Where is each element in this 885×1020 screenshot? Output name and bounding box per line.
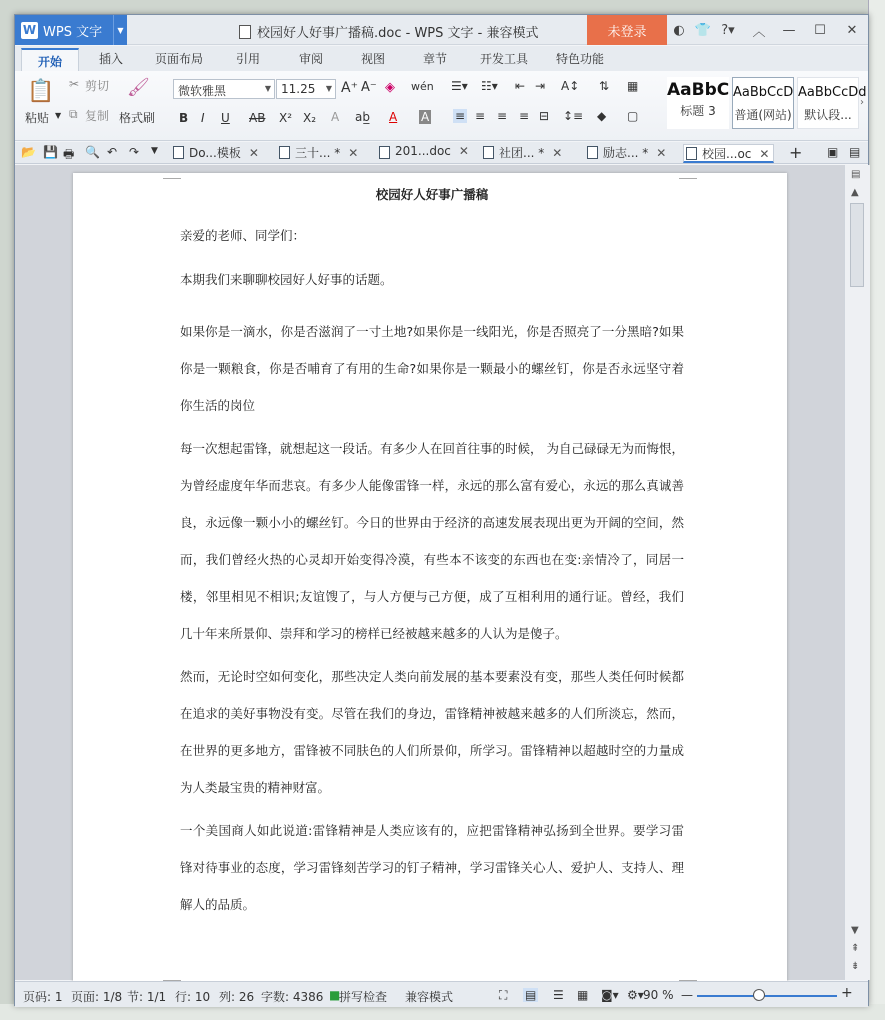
align-left-icon[interactable]: ≡ (455, 109, 466, 123)
font-size-select[interactable] (276, 79, 336, 99)
outline-view-icon[interactable]: ☰ (553, 988, 564, 1002)
status-word-count: 字数: 4386 (261, 990, 324, 1004)
status-row: 行: 10 (175, 990, 211, 1004)
paragraph: 亲爱的老师、同学们： (180, 228, 306, 243)
text-direction-icon[interactable]: A↕ (561, 79, 580, 93)
wps-logo-icon: W (22, 23, 37, 37)
zoom-in-icon[interactable]: + (841, 985, 853, 1001)
tab-chapter[interactable]: 章节 (423, 52, 448, 66)
background-window-edge (868, 0, 885, 1020)
shading-icon[interactable]: ◆ (597, 109, 607, 123)
clear-format-icon[interactable]: ◈ (385, 80, 395, 95)
chevron-down-icon: ▼ (325, 84, 332, 93)
wps-app-label: WPS 文字 (43, 24, 103, 40)
collapse-ribbon-icon[interactable]: ︿ (752, 24, 766, 40)
previous-page-icon[interactable]: ⇞ (851, 943, 860, 954)
scroll-up-icon[interactable]: ▲ (851, 187, 859, 198)
paste-button[interactable]: 粘贴 (25, 111, 50, 125)
paragraph: 然而，无论时空如何变化，那些决定人类向前发展的基本要素没有变，那些人类任何时候都在追求的美好事物没有变。尽管在我们的身边，雷锋精神被越来越多的人们所淡忘，然而，在世界的更多地方，雷锋被不同肤色的人们所景仰，所学习。雷锋精神以超越时空的力量成为人类最宝贵的精神财富。 (180, 669, 684, 795)
help-icon[interactable]: ?▾ (721, 22, 735, 38)
page-view-icon[interactable]: ▤ (525, 988, 537, 1002)
doc-tab[interactable] (277, 144, 358, 163)
print-icon[interactable]: 🖶 (63, 147, 75, 161)
align-center-icon[interactable]: ≡ (475, 109, 486, 123)
font-name-value: 微软雅黑 (178, 84, 227, 98)
copy-icon[interactable]: ⧉ (69, 107, 78, 121)
cut-button[interactable]: 剪切 (85, 79, 110, 93)
next-page-icon[interactable]: ⇟ (851, 961, 860, 972)
ribbon-toolbar (15, 71, 868, 141)
tab-review[interactable]: 审阅 (299, 52, 324, 66)
close-icon[interactable]: ✕ (248, 146, 259, 160)
cut-icon[interactable]: ✂ (69, 77, 80, 91)
font-name-select[interactable] (173, 79, 275, 99)
chevron-down-icon: ▼ (264, 84, 271, 93)
document-icon (587, 146, 598, 159)
document-icon (686, 147, 697, 160)
grow-font-icon[interactable]: A⁺ (341, 80, 358, 96)
increase-indent-icon[interactable]: ⇥ (535, 79, 546, 93)
settings-icon[interactable]: ⚙▾ (627, 988, 644, 1002)
font-color-icon[interactable]: A (389, 110, 398, 124)
save-icon[interactable]: 💾 (43, 145, 58, 159)
justify-icon[interactable]: ≡ (519, 109, 530, 123)
chevron-down-icon[interactable]: ▼ (113, 15, 127, 45)
shirt-icon[interactable]: 👕 (694, 22, 712, 38)
minimize-icon[interactable]: — (782, 22, 796, 38)
close-icon[interactable]: ✕ (846, 22, 858, 38)
new-tab-icon[interactable]: + (789, 143, 803, 162)
sort-icon[interactable]: ⇅ (599, 79, 610, 93)
subscript-icon[interactable]: X₂ (303, 111, 317, 125)
reading-view-icon[interactable]: ◙▾ (601, 988, 619, 1002)
fullscreen-view-icon[interactable]: ⛶ (499, 988, 508, 1002)
window-title (239, 22, 538, 41)
highlight-icon[interactable]: ab̲ (355, 110, 370, 124)
wps-app-menu-button[interactable] (15, 15, 127, 45)
status-page-code: 页码: 1 (23, 990, 63, 1004)
zoom-out-icon[interactable]: — (681, 988, 693, 1002)
paragraph: 如果你是一滴水，你是否滋润了一寸土地?如果你是一线阳光，你是否照亮了一分黑暗?如果你是一颗粮食，你是否哺育了有用的生命?如果你是一颗最小的螺丝钉，你是否永远坚守着你生活的岗位 (180, 324, 684, 413)
document-icon (483, 146, 494, 159)
doc-tab-label: 校园...oc (702, 147, 752, 161)
document-canvas[interactable] (15, 165, 870, 980)
scroll-down-icon[interactable]: ▼ (851, 925, 859, 936)
window-title-text: 校园好人好事广播稿.doc - WPS 文字 - 兼容模式 (257, 26, 539, 41)
spell-check-button[interactable]: 拼写检查 (339, 990, 388, 1004)
shrink-font-icon[interactable]: A⁻ (361, 80, 377, 95)
line-spacing-icon[interactable]: ↕≡ (563, 109, 584, 123)
skin-icon[interactable]: ◐ (673, 22, 685, 38)
open-folder-icon[interactable]: 📂 (21, 145, 36, 159)
tab-references[interactable]: 引用 (236, 52, 261, 66)
tab-page-layout[interactable]: 页面布局 (155, 52, 204, 66)
doc-tab-label: Do...模板 (189, 146, 241, 160)
status-section: 节: 1/1 (127, 990, 167, 1004)
login-button[interactable]: 未登录 (587, 15, 667, 45)
style-name: 标题 3 (680, 104, 716, 118)
tab-insert[interactable]: 插入 (99, 52, 124, 66)
doc-tab-label: 社团... * (499, 146, 545, 160)
document-heading: 校园好人好事广播稿 (375, 187, 489, 202)
vertical-scrollbar[interactable] (844, 165, 870, 980)
doc-tab[interactable] (481, 144, 562, 163)
paragraph: 一个美国商人如此说道:雷锋精神是人类应该有的，应把雷锋精神弘扬到全世界。要学习雷锋对待事业的态度，学习雷锋刻苦学习的钉子精神，学习雷锋关心人、爱护人、支持人、理解人的品质。 (180, 823, 684, 912)
bullet-list-icon[interactable]: ☰▾ (451, 79, 468, 93)
style-default-paragraph[interactable] (797, 77, 867, 129)
doc-tab[interactable] (171, 144, 259, 163)
numbered-list-icon[interactable]: ☷▾ (481, 79, 498, 93)
phonetic-guide-icon[interactable]: wén (411, 80, 434, 93)
format-painter-button[interactable]: 格式刷 (119, 111, 156, 125)
close-icon[interactable]: ✕ (656, 146, 667, 160)
doc-tab-label: 三十... * (295, 146, 341, 160)
doc-tab[interactable] (585, 144, 666, 163)
status-pages: 页面: 1/8 (71, 990, 123, 1004)
style-name: 普通(网站) (734, 108, 792, 122)
superscript-icon[interactable]: X² (279, 111, 293, 125)
border-icon[interactable]: ▢ (627, 109, 639, 123)
scrollbar-thumb[interactable] (850, 203, 864, 287)
paragraph: 每一次想起雷锋，就想起这一段话。有多少人在回首往事的时候， 为自己碌碌无为而悔恨，为曾经虚度年华而悲哀。有多少人能像雷锋一样，永远的那么富有爱心，永远的那么真诚善良，永远像一颗小小的螺丝钉。今日的世界由于经济的高速发展表现出更为开阔的空间，然而，我们曾经火热的心灵却开始变得冷漠，有些本不该变的东西也在变:亲情冷了，同居一楼，邻里相见不相识;友谊馊了，与人方便与己方便，成了互相利用的通行证。曾经，我们几十年来所景仰、崇拜和学习的榜样已经被越来越多的人认为是傻子。 (180, 441, 684, 641)
font-size-value: 11.25 (281, 82, 316, 96)
distributed-icon[interactable]: ⊟ (539, 109, 550, 123)
close-icon[interactable]: ✕ (348, 146, 359, 160)
doc-tab-label: 201...doc (395, 144, 451, 158)
web-view-icon[interactable]: ▦ (577, 988, 589, 1002)
tab-menu-icon[interactable]: ▤ (849, 145, 861, 159)
ruler-toggle-icon[interactable]: ▤ (851, 169, 861, 180)
close-icon[interactable]: ✕ (552, 146, 563, 160)
maximize-icon[interactable]: ☐ (814, 22, 826, 38)
close-icon[interactable]: ✕ (458, 144, 469, 158)
table-border-icon[interactable]: ▦ (627, 79, 639, 93)
document-icon (239, 25, 251, 39)
document-body[interactable] (180, 185, 684, 929)
status-bar (15, 981, 868, 1007)
zoom-slider[interactable] (697, 995, 837, 997)
wps-window (14, 14, 869, 1006)
title-bar (15, 15, 868, 45)
document-icon (173, 146, 184, 159)
align-right-icon[interactable]: ≡ (497, 109, 508, 123)
status-column: 列: 26 (219, 990, 255, 1004)
doc-tab-active[interactable] (683, 144, 774, 163)
paste-icon[interactable]: 📋 (27, 79, 55, 104)
tab-special-features[interactable]: 特色功能 (556, 52, 605, 66)
style-heading-3[interactable] (667, 77, 729, 129)
bold-icon[interactable]: B (179, 111, 189, 125)
undo-icon[interactable]: ↶ (107, 145, 118, 159)
check-icon: ■ (329, 988, 341, 1002)
text-effect-icon[interactable]: A (331, 110, 340, 124)
chevron-down-icon[interactable]: ▼ (151, 146, 158, 156)
italic-icon[interactable]: I (201, 111, 205, 125)
char-shading-icon[interactable]: A (421, 110, 430, 124)
doc-tab-label: 励志... * (603, 146, 649, 160)
zoom-slider-thumb[interactable] (753, 989, 765, 1001)
page-corner-mark (163, 173, 181, 179)
document-tab-bar (15, 142, 868, 164)
print-preview-icon[interactable]: 🔍 (85, 145, 100, 159)
document-icon (279, 146, 290, 159)
tab-view[interactable]: 视图 (361, 52, 386, 66)
document-page[interactable] (73, 173, 787, 988)
copy-button[interactable]: 复制 (85, 109, 110, 123)
document-icon (379, 146, 390, 159)
strikethrough-icon[interactable]: AB (249, 111, 266, 125)
compat-mode-label: 兼容模式 (405, 990, 454, 1004)
tab-home[interactable]: 开始 (21, 48, 79, 71)
style-preview: AaBbCcDd (798, 85, 867, 100)
ribbon-tab-bar (15, 46, 868, 71)
chevron-right-icon[interactable]: › (860, 97, 864, 108)
format-painter-icon[interactable]: 🖌 (127, 77, 150, 98)
zoom-level: 90 % (643, 988, 674, 1002)
style-preview: AaBbC (667, 80, 730, 100)
doc-tab[interactable] (377, 144, 469, 163)
style-name: 默认段... (804, 108, 852, 122)
page-corner-mark (679, 173, 697, 179)
decrease-indent-icon[interactable]: ⇤ (515, 79, 526, 93)
tab-developer[interactable]: 开发工具 (480, 52, 529, 66)
style-normal-web[interactable] (732, 77, 794, 129)
close-icon[interactable]: ✕ (759, 147, 770, 161)
paragraph: 本期我们来聊聊校园好人好事的话题。 (180, 272, 393, 287)
underline-icon[interactable]: U (221, 111, 230, 125)
style-preview: AaBbCcD (733, 85, 794, 100)
tab-list-icon[interactable]: ▣ (827, 145, 839, 159)
redo-icon[interactable]: ↷ (129, 145, 140, 159)
chevron-down-icon[interactable]: ▼ (55, 111, 62, 120)
